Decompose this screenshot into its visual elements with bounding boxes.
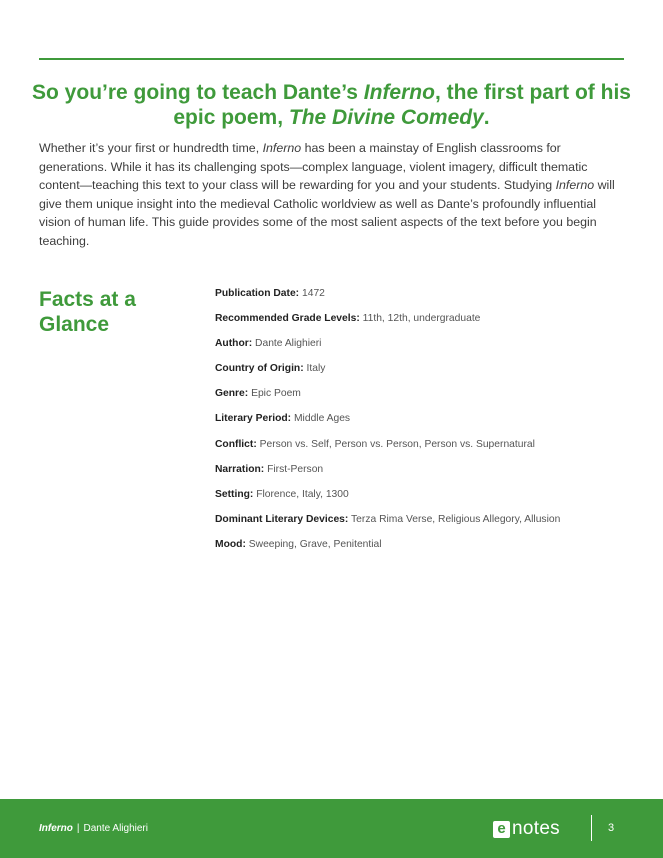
headline-text: , the first part of his epic poem, xyxy=(173,81,631,129)
page-footer xyxy=(0,799,663,858)
fact-item-author: Author: Dante Alighieri xyxy=(215,338,322,350)
fact-item-narration: Narration: First-Person xyxy=(215,463,324,475)
fact-item-publication-date: Publication Date: 1472 xyxy=(215,288,325,299)
top-divider xyxy=(39,58,624,60)
footer-author: Dante Alighieri xyxy=(83,823,148,834)
headline-title-divine-comedy: The Divine Comedy xyxy=(288,106,484,129)
intro-title-inferno: Inferno xyxy=(555,178,595,193)
intro-title-inferno: Inferno xyxy=(262,141,302,155)
fact-item-literary-devices: Dominant Literary Devices: Terza Rima Verse, Religious Allegory, Allusion xyxy=(215,513,561,525)
footer-separator: | xyxy=(76,823,80,834)
footer-credit xyxy=(39,823,148,835)
facts-heading: Facts at a Glance xyxy=(39,288,136,336)
facts-list xyxy=(215,287,645,563)
enotes-logo-e-icon: e xyxy=(493,821,510,838)
fact-item-country: Country of Origin: Italy xyxy=(215,363,326,375)
enotes-logo xyxy=(493,819,560,839)
page-headline xyxy=(20,80,643,130)
enotes-logo-wordmark: notes xyxy=(512,818,560,839)
intro-paragraph: Whether it’s your first or hundredth time, Inferno has been a mainstay of English classrooms for generations. While it has its challenging spots—complex language, violent imagery, difficult thematic content—teaching this text to your class will be rewarding for you and your students. Studying Inferno will give them unique insight into the medieval Catholic worldview as well as Dante’s profoundly influential vision of human life. This guide provides some of the most salient aspects of the text before you begin teaching. xyxy=(39,141,615,248)
page-number: 3 xyxy=(608,822,615,834)
footer-book-title: Inferno xyxy=(39,823,73,834)
fact-item-setting: Setting: Florence, Italy, 1300 xyxy=(215,488,349,500)
fact-item-grade-levels: Recommended Grade Levels: 11th, 12th, undergraduate xyxy=(215,313,481,325)
fact-item-genre: Genre: Epic Poem xyxy=(215,388,301,400)
footer-divider xyxy=(591,815,592,841)
fact-item-conflict: Conflict: Person vs. Self, Person vs. Person, Person vs. Supernatural xyxy=(215,438,535,450)
fact-item-mood: Mood: Sweeping, Grave, Penitential xyxy=(215,538,382,550)
fact-item-literary-period: Literary Period: Middle Ages xyxy=(215,413,351,425)
headline-text: So you’re going to teach Dante’s xyxy=(32,81,364,104)
headline-text: . xyxy=(483,106,490,129)
headline-title-inferno: Inferno xyxy=(363,81,435,104)
